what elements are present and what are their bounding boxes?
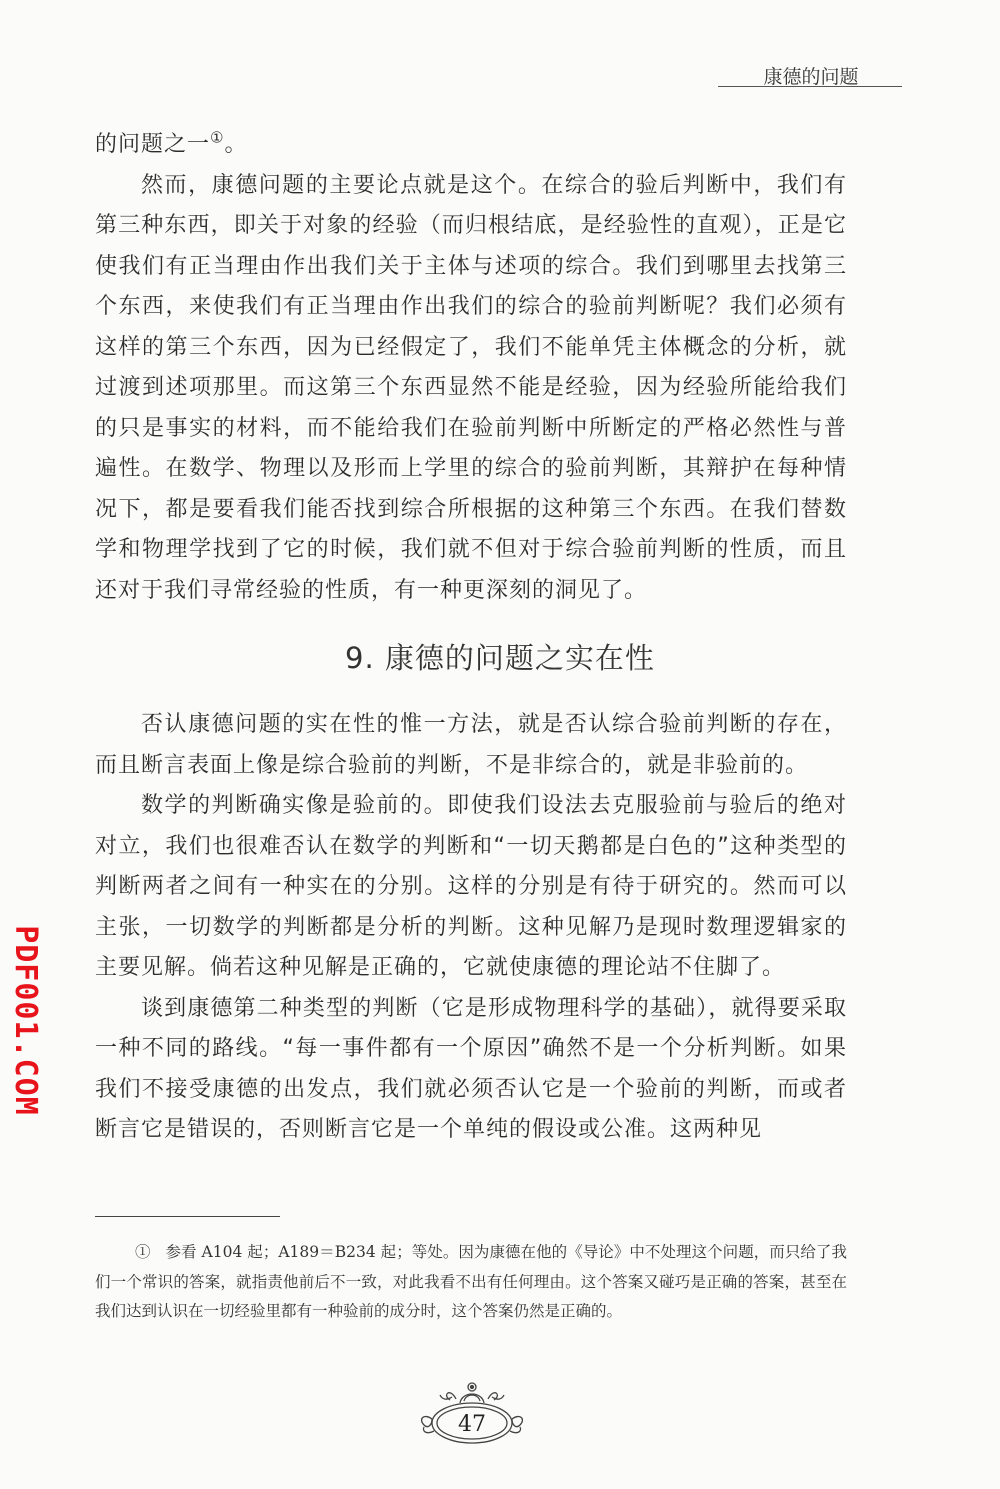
paragraph-mathematics: 数学的判断确实像是验前的。即使我们设法去克服验前与验后的绝对对立，我们也很难否认在数学的判断和“一切天鹅都是白色的”这种类型的判断两者之间有一种实在的分别。这样的分别是有待于研究的。然而可以主张，一切数学的判断都是分析的判断。这种见解乃是现时数理逻辑家的主要见解。倘若这种见解是正确的，它就使康德的理论站不住脚了。 (95, 793, 847, 980)
continuation-line (95, 125, 847, 166)
watermark-text: PDF001.COM (7, 924, 43, 1116)
continuation-text: 的问题之一 (95, 132, 211, 157)
footnote (95, 1238, 847, 1327)
paragraph-third-thing: 然而，康德问题的主要论点就是这个。在综合的验后判断中，我们有第三种东西，即关于对象的经验（而归根结底，是经验性的直观），正是它使我们有正当理由作出我们关于主体与述项的综合。我们到哪里去找第三个东西，来使我们有正当理由作出我们的综合的验前判断呢？我们必须有这样的第三个东西，因为已经假定了，我们不能单凭主体概念的分析，就过渡到述项那里。而这第三个东西显然不能是经验，因为经验所能给我们的只是事实的材料，而不能给我们在验前判断中所断定的严格必然性与普遍性。在数学、物理以及形而上学里的综合的验前判断，其辩护在每种情况下，都是要看我们能否找到综合所根据的这种第三个东西。在我们替数学和物理学找到了它的时候，我们就不但对于综合验前判断的性质，而且还对于我们寻常经验的性质，有一种更深刻的洞见了。 (95, 172, 847, 603)
paragraph-causality: 谈到康德第二种类型的判断（它是形成物理科学的基础），就得要采取一种不同的路线。“每一事件都有一个原因”确然不是一个分析判断。如果我们不接受康德的出发点，我们就必须否认它是一个验前的判断，而或者断言它是错误的，否则断言它是一个单纯的假设或公准。这两种见 (95, 995, 847, 1142)
footnote-marker: ① (135, 1243, 151, 1261)
footnote-text: 参看 A104 起；A189＝B234 起；等处。因为康德在他的《导论》中不处理这个问题，而只给了我们一个常识的答案，就指责他前后不一致，对此我看不出有任何理由。这个答案又碰巧是正确的答案，甚至在我们达到认识在一切经验里都有一种验前的成分时，这个答案仍然是正确的。 (95, 1243, 847, 1320)
body-section-2 (95, 705, 847, 1151)
page-number: 47 (458, 1412, 486, 1437)
body-section-1 (95, 125, 847, 611)
running-head: 康德的问题 (763, 66, 859, 88)
section-heading: 9. 康德的问题之实在性 (345, 641, 655, 675)
header-rule (718, 86, 902, 87)
paragraph-deny-reality: 否认康德问题的实在性的惟一方法，就是否认综合验前判断的存在，而且断言表面上像是综合验前的判断，不是非综合的，就是非验前的。 (95, 712, 847, 778)
page-number-ornament (412, 1373, 532, 1463)
footnote-paragraph (95, 1238, 847, 1327)
footnote-reference[interactable]: ① (210, 128, 225, 147)
watermark (8, 925, 42, 1115)
footnote-rule (95, 1216, 280, 1217)
continuation-end: 。 (224, 132, 248, 157)
